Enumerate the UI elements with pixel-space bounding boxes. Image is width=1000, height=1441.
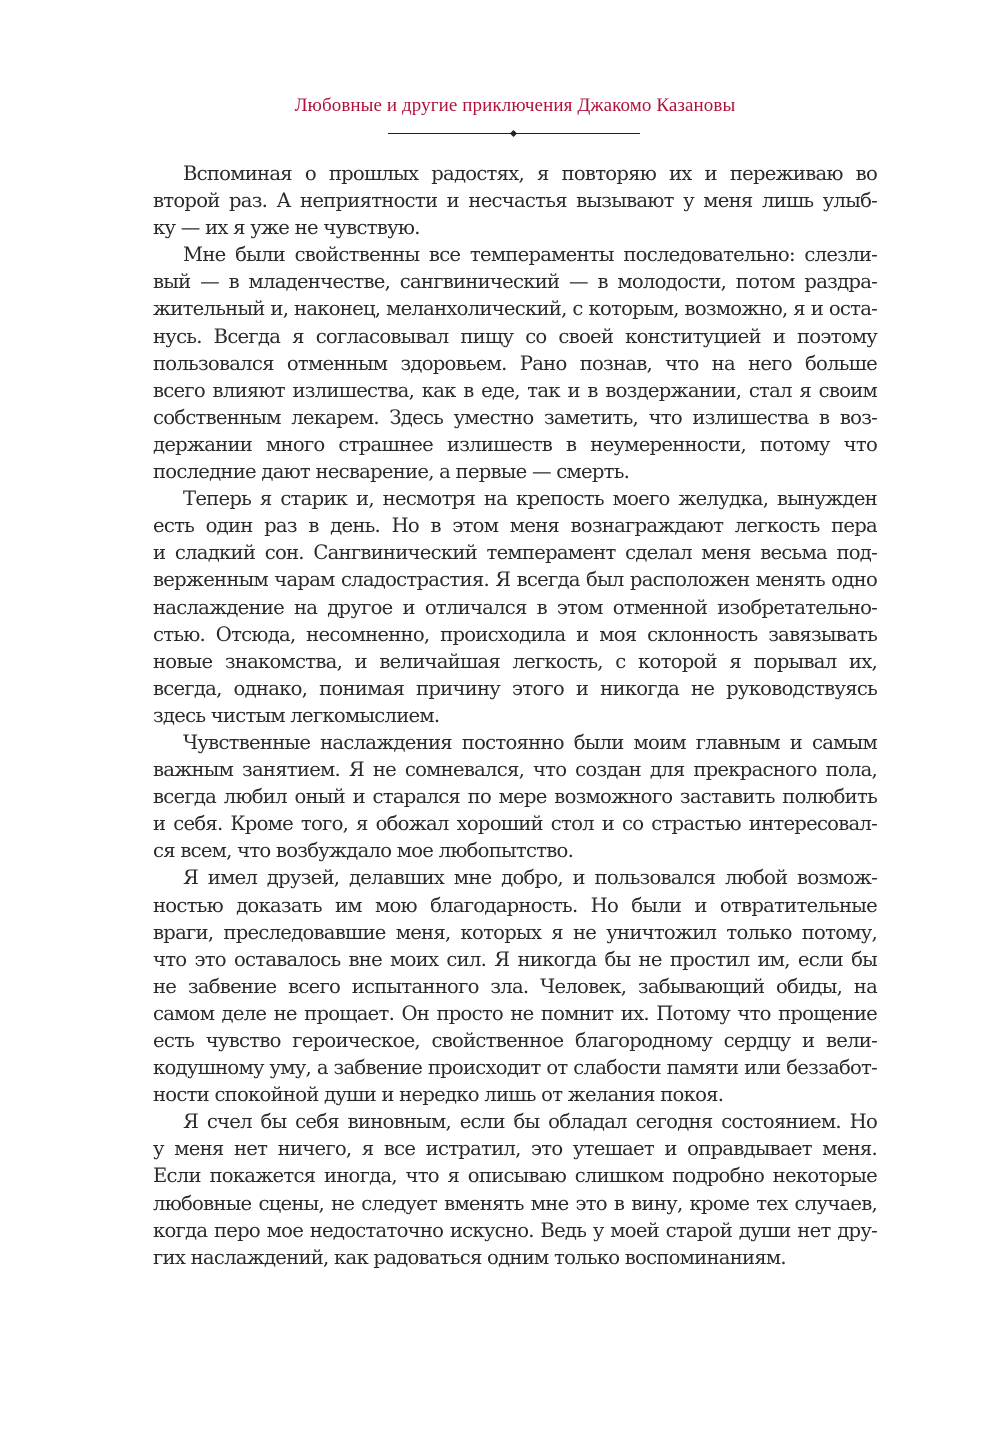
text-line: всегда, однако, понимая причину этого и никогда не руководствуясь bbox=[153, 676, 877, 700]
text-line: второй раз. А неприятности и несчастья вызывают у меня лишь улыб- bbox=[153, 189, 877, 213]
text-line: ку — их я уже не чувствую. bbox=[153, 216, 420, 240]
text-line: всегда любил оный и старался по мере возможного заставить полюбить bbox=[153, 785, 877, 809]
text-line: враги, преследовавшие меня, которых я не уничтожил только потому, bbox=[153, 920, 877, 944]
text-line: и сладкий сон. Сангвинический темперамент сделал меня весьма под- bbox=[153, 541, 877, 565]
text-line: что это оставалось вне моих сил. Я никогда бы не простил им, если бы bbox=[153, 947, 877, 971]
text-line: есть чувство героическое, свойственное благородному сердцу и вели- bbox=[153, 1029, 877, 1052]
body-text bbox=[153, 160, 877, 1271]
text-line: ся всем, что возбуждало мое любопытство. bbox=[153, 839, 574, 863]
header-ornament bbox=[388, 131, 640, 137]
text-line: последние дают несварение, а первые — смерть. bbox=[153, 460, 630, 484]
text-line: всего влияют излишества, как в еде, так и в воздержании, стал я своим bbox=[153, 378, 877, 402]
text-line: важным занятием. Я не сомневался, что создан для прекрасного пола, bbox=[153, 758, 877, 782]
text-line: не забвение всего испытанного зла. Человек, забывающий обиды, на bbox=[153, 974, 877, 998]
text-line: гих наслаждений, как радоваться одним только воспоминаниям. bbox=[153, 1245, 786, 1269]
text-line: любовные сцены, не следует вменять мне это в вину, кроме тех случаев, bbox=[153, 1191, 877, 1215]
text-line: когда перо мое недостаточно искусно. Ведь у моей старой души нет дру- bbox=[153, 1218, 877, 1242]
text-line: Мне были свойственны все темпераменты последовательно: слезли- bbox=[183, 243, 877, 267]
text-line: жительный и, наконец, меланхолический, с которым, возможно, я и оста- bbox=[153, 297, 877, 321]
text-line: и себя. Кроме того, я обожал хороший стол и со страстью интересовал- bbox=[153, 812, 877, 836]
text-line: Я счел бы себя виновным, если бы обладал сегодня состоянием. Но bbox=[183, 1110, 877, 1134]
text-line: Вспоминая о прошлых радостях, я повторяю их и переживаю во bbox=[183, 162, 877, 185]
text-line: есть один раз в день. Но в этом меня вознаграждают легкость пера bbox=[153, 514, 877, 538]
text-line: нусь. Всегда я согласовывал пищу со своей конституцией и поэтому bbox=[153, 324, 877, 348]
text-line: ности спокойной души и нередко лишь от желания покоя. bbox=[153, 1083, 724, 1107]
text-line: кодушному уму, а забвение происходит от слабости памяти или беззабот- bbox=[153, 1056, 877, 1080]
text-line: стью. Отсюда, несомненно, происходила и моя склонность завязывать bbox=[153, 622, 877, 646]
text-line: здесь чистым легкомыслием. bbox=[153, 703, 440, 727]
ornament-diamond-icon bbox=[510, 130, 517, 137]
text-line: пользовался отменным здоровьем. Рано познав, что на него больше bbox=[153, 351, 877, 375]
text-line: верженным чарам сладострастия. Я всегда был расположен менять одно bbox=[153, 568, 877, 592]
text-line: ностью доказать им мою благодарность. Но были и отвратительные bbox=[153, 893, 877, 917]
text-line: собственным лекарем. Здесь уместно заметить, что излишества в воз- bbox=[153, 405, 877, 429]
text-line: Я имел друзей, делавших мне добро, и пользовался любой возмож- bbox=[183, 866, 877, 890]
text-line: Чувственные наслаждения постоянно были моим главным и самым bbox=[183, 730, 877, 754]
text-line: самом деле не прощает. Он просто не помнит их. Потому что прощение bbox=[153, 1001, 877, 1025]
text-line: наслаждение на другое и отличался в этом отменной изобретательно- bbox=[153, 595, 877, 619]
text-line: новые знакомства, и величайшая легкость, с которой я порывал их, bbox=[153, 649, 877, 673]
text-line: Теперь я старик и, несмотря на крепость моего желудка, вынужден bbox=[183, 487, 877, 511]
running-title: Любовные и другие приключения Джакомо Казановы bbox=[294, 95, 736, 116]
text-line: у меня нет ничего, я все истратил, это утешает и оправдывает меня. bbox=[153, 1137, 877, 1161]
text-line: держании много страшнее излишеств в неумеренности, потому что bbox=[153, 432, 877, 456]
text-line: Если покажется иногда, что я описываю слишком подробно некоторые bbox=[153, 1164, 877, 1188]
text-line: вый — в младенчестве, сангвинический — в молодости, потом раздра- bbox=[153, 270, 877, 294]
